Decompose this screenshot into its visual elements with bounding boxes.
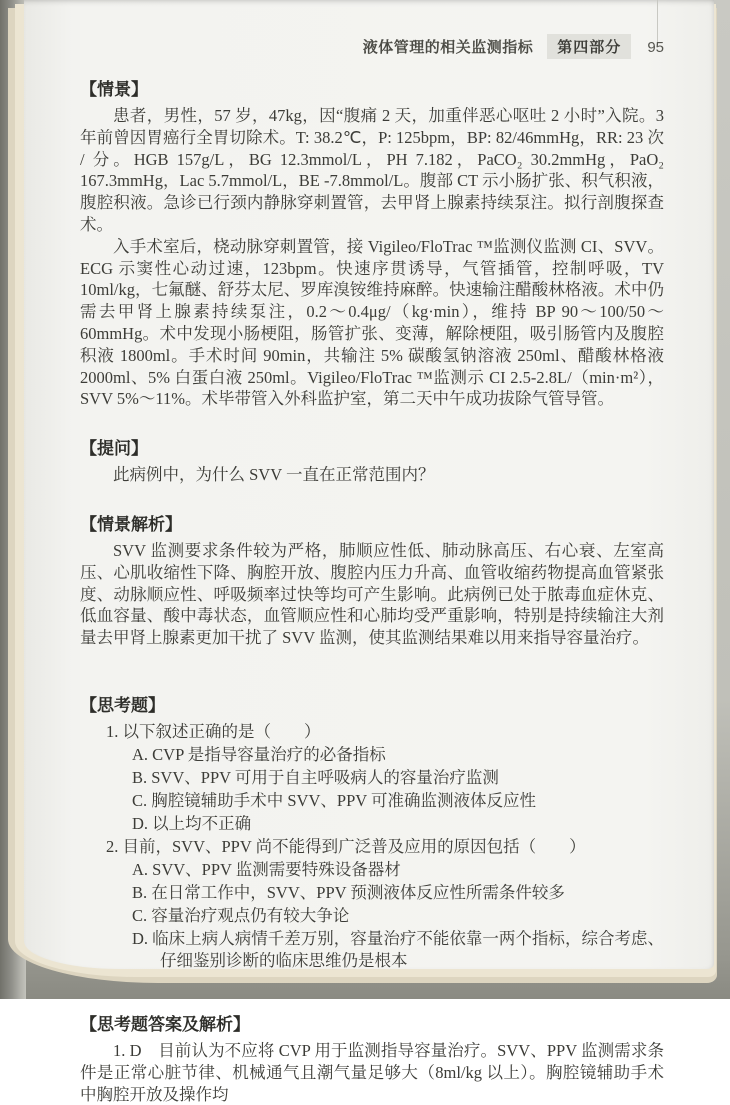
page-header	[80, 34, 664, 59]
part-badge: 第四部分	[547, 34, 631, 59]
page-content	[24, 0, 714, 1105]
quiz-option: B. 在日常工作中，SVV、PPV 预测液体反应性所需条件较多	[132, 882, 565, 902]
section-heading-quiz: 【思考题】	[80, 695, 165, 715]
scenario-paragraph-2: 入手术室后，桡动脉穿刺置管，接 Vigileo/FloTrac ™监测仪监测 CI、SVV。ECG 示窦性心动过速，123bpm。快速序贯诱导，气管插管，控制呼吸，TV 10ml/kg，七氟醚、舒芬太尼、罗库溴铵维持麻醉。快速输注醋酸林格液。术中仍需去甲肾上腺素持续泵注，0.2～0.4μg/（kg·min），维持 BP 90～100/50～60mmHg。术中发现小肠梗阻，肠管扩张、变薄，解除梗阻，吸引肠管内及腹腔积液 1800ml。手术时间 90min，共输注 5% 碳酸氢钠溶液 250ml、醋酸林格液 2000ml、5% 白蛋白液 250ml。Vigileo/FloTrac ™监测示 CI 2.5-2.8L/（min·m²），SVV 5%～11%。术毕带管入外科监护室，第二天中午成功拔除气管导管。	[80, 236, 664, 409]
quiz-option: D. 以上均不正确	[132, 813, 252, 833]
book-page	[24, 0, 714, 1104]
quiz-question-stem: 1. 以下叙述正确的是（ ）	[106, 721, 321, 741]
page-number: 95	[647, 39, 664, 56]
answers-text: 1. D 目前认为不应将 CVP 用于监测指导容量治疗。SVV、PPV 监测需求条件是正常心脏节律、机械通气且潮气量足够大（8ml/kg 以上）。胸腔镜辅助手术中胸腔开放及操作均	[80, 1040, 664, 1104]
section-question	[80, 434, 664, 486]
quiz-option: A. SVV、PPV 监测需要特殊设备器材	[132, 859, 401, 879]
section-heading-scenario: 【情景】	[80, 80, 148, 99]
running-head-title: 液体管理的相关监测指标	[362, 39, 534, 56]
quiz-option: C. 胸腔镜辅助手术中 SVV、PPV 可准确监测液体反应性	[132, 790, 536, 810]
question-text: 此病例中，为什么 SVV 一直在正常范围内？	[113, 465, 435, 485]
quiz-option: A. CVP 是指导容量治疗的必备指标	[132, 744, 386, 764]
section-heading-question: 【提问】	[80, 439, 148, 459]
section-heading-analysis: 【情景解析】	[80, 514, 182, 534]
quiz-question-1	[80, 721, 664, 835]
section-heading-answers: 【思考题答案及解析】	[80, 1014, 250, 1034]
section-quiz	[80, 691, 664, 972]
section-scenario	[80, 75, 664, 410]
section-analysis	[80, 510, 664, 649]
section-answers	[80, 1010, 664, 1105]
quiz-option: D. 临床上病人病情千差万别，容量治疗不能依靠一两个指标，综合考虑、仔细鉴别诊断的临床思维仍是根本	[132, 928, 664, 970]
quiz-option: C. 容量治疗观点仍有较大争论	[132, 905, 350, 925]
scenario-paragraph-1: 患者，男性，57 岁，47kg，因“腹痛 2 天，加重伴恶心呕吐 2 小时”入院。3 年前曾因胃癌行全胃切除术。T: 38.2℃，P: 125bpm，BP: 82/46mmHg，RR: 23 次 / 分。HGB 157g/L，BG 12.3mmol/L，PH 7.182，PaCO₂ 30.2mmHg，PaO₂ 167.3mmHg，Lac 5.7mmol/L，BE -7.8mmol/L。腹部 CT 示小肠扩张、积气积液，腹腔积液。急诊已行颈内静脉穿刺置管，去甲肾上腺素持续泵注。拟行剖腹探查术。	[80, 106, 664, 234]
quiz-option: B. SVV、PPV 可用于自主呼吸病人的容量治疗监测	[132, 767, 499, 787]
quiz-question-2	[80, 836, 664, 972]
analysis-text: SVV 监测要求条件较为严格，肺顺应性低、肺动脉高压、右心衰、左室高压、心肌收缩性下降、胸腔开放、腹腔内压力升高、血管收缩药物提高血管紧张度、动脉顺应性、呼吸频率过快等均可产生影响。此病例已处于脓毒血症休克、低血容量、酸中毒状态，血管顺应性和心肺均受严重影响，特别是持续输注大剂量去甲肾上腺素更加干扰了 SVV 监测，使其监测结果难以用来指导容量治疗。	[80, 540, 664, 648]
quiz-question-stem: 2. 目前，SVV、PPV 尚不能得到广泛普及应用的原因包括（ ）	[106, 836, 586, 856]
